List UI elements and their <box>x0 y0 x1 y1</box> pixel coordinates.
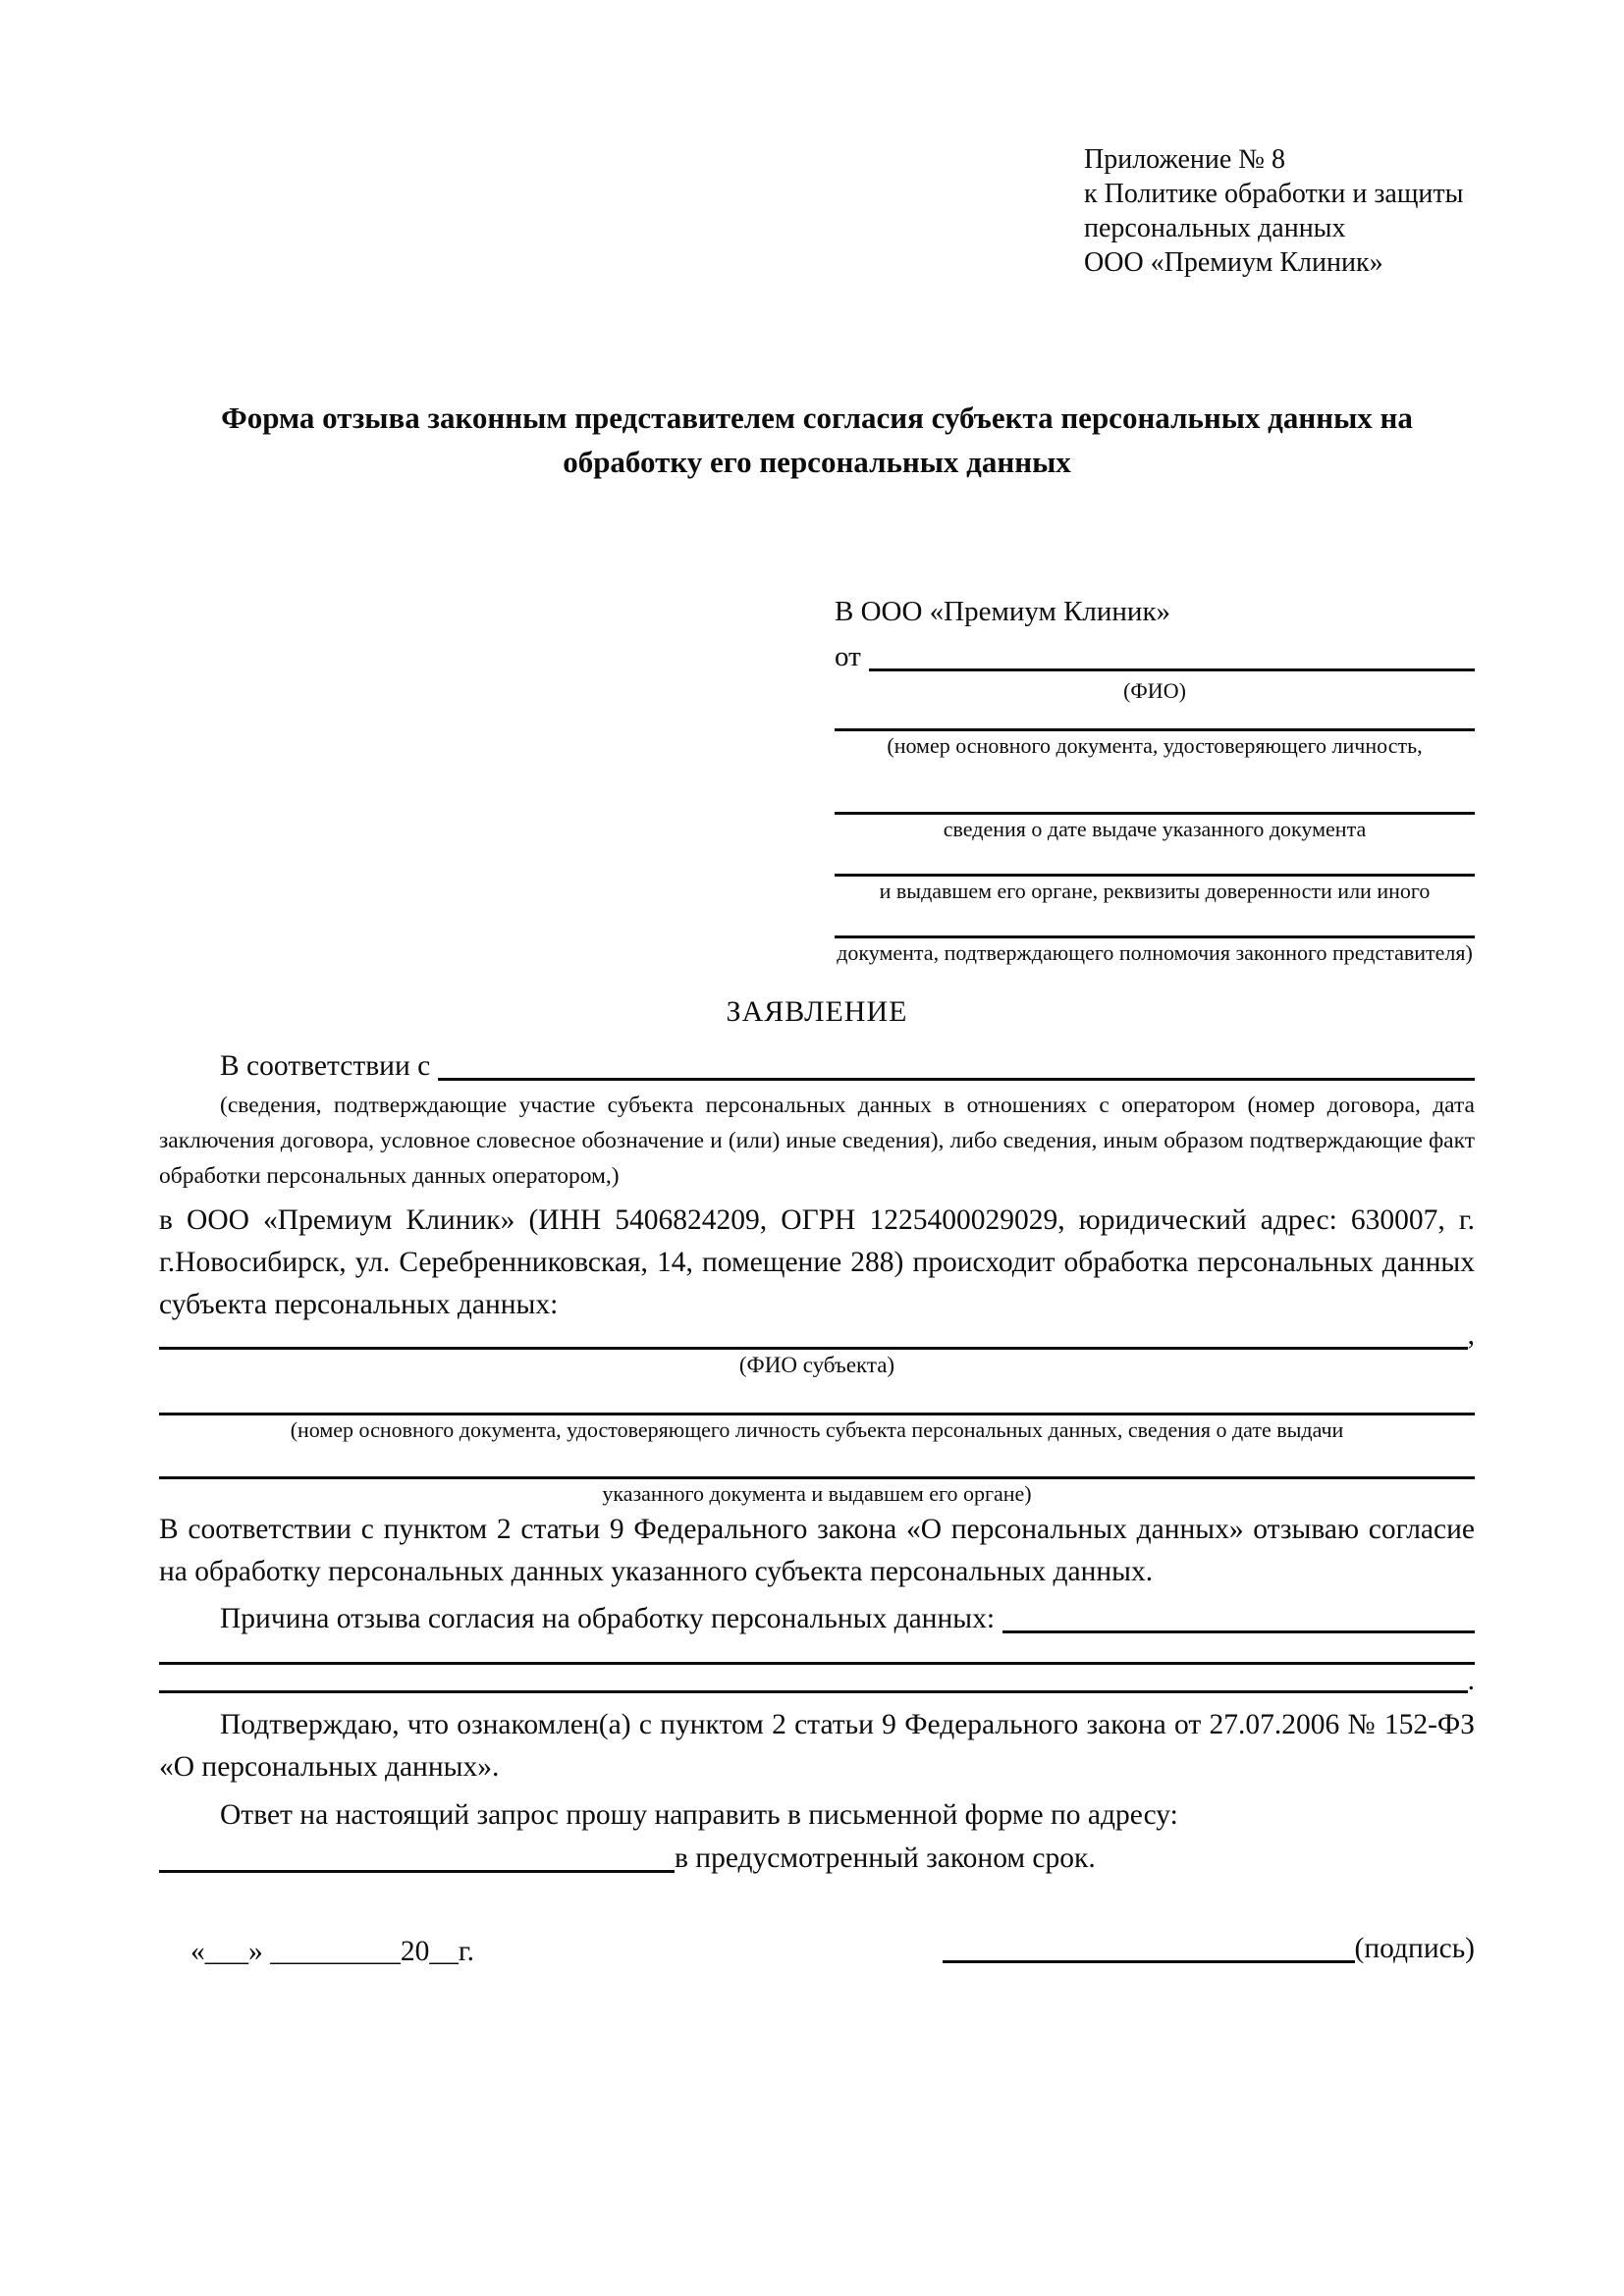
trailing-comma: , <box>1467 1319 1475 1351</box>
trailing-period: . <box>1467 1665 1475 1696</box>
blank-field-signature[interactable] <box>943 1960 1355 1963</box>
caption-document-3: и выдавшем его органе, реквизиты доверенности или иного <box>879 879 1431 903</box>
caption-subject-document-1: (номер основного документа, удостоверяющего личность субъекта персональных данных, сведения о дате выдачи <box>290 1417 1344 1442</box>
footer-row <box>159 1929 1475 1968</box>
footnote-text: (сведения, подтверждающие участие субъекта персональных данных в отношениях с оператором (номер договора, дата заключения договора, условное словесное обозначение и (или) иные сведения), либо сведения, иным образом подтверждающие факт обработки персональных данных оператором,) <box>159 1093 1475 1189</box>
addressee-organization: В ООО «Премиум Клиник» <box>835 596 1171 627</box>
reply-label: Ответ на настоящий запрос прошу направить в письменной форме по адресу: <box>220 1799 1178 1831</box>
accordance-label: В соответствии с <box>220 1050 431 1082</box>
appendix-note-line: Приложение № 8 <box>1084 144 1285 175</box>
statement-heading: ЗАЯВЛЕНИЕ <box>726 995 908 1028</box>
caption-document-4: документа, подтверждающего полномочия законного представителя) <box>837 940 1473 965</box>
caption-subject-document-2: указанного документа и выдавшем его органе) <box>602 1481 1032 1506</box>
blank-field-reason-line-3[interactable] <box>159 1665 1468 1693</box>
appendix-note <box>1084 142 1475 280</box>
blank-field-reason-line-2[interactable] <box>159 1638 1475 1665</box>
blank-field-subject-document-authority[interactable] <box>159 1445 1475 1479</box>
caption-document-2: сведения о дате выдаче указанного документа <box>943 817 1367 841</box>
from-field-row <box>835 633 1475 676</box>
blank-field-representative-fio[interactable] <box>869 633 1475 671</box>
blank-field-reason[interactable] <box>1002 1595 1475 1633</box>
caption-document-1: (номер основного документа, удостоверяющего личность, <box>887 733 1423 758</box>
signature-group <box>943 1929 1475 1968</box>
caption-fio: (ФИО) <box>1123 678 1186 703</box>
reason-row <box>159 1595 1475 1638</box>
accordance-row <box>159 1042 1475 1086</box>
blank-field-representative-document[interactable] <box>835 706 1475 731</box>
date-field[interactable]: «___» _________20__г. <box>190 1936 475 1967</box>
confirm-paragraph: Подтверждаю, что ознакомлен(а) с пунктом 2 статьи 9 Федерального закона от 27.07.2006 № 152-ФЗ «О персональных данных». <box>159 1709 1475 1783</box>
blank-field-authority-document[interactable] <box>835 906 1475 938</box>
document-title: Форма отзыва законным представителем согласия субъекта персональных данных на обработку его персональных данных <box>221 400 1413 479</box>
withdraw-paragraph: В соответствии с пунктом 2 статьи 9 Федерального закона «О персональных данных» отзываю согласие на обработку персональных данных указанного субъекта персональных данных. <box>159 1514 1475 1587</box>
blank-field-issue-date[interactable] <box>835 761 1475 815</box>
from-label: от <box>835 641 861 672</box>
reply-address-row <box>159 1837 1475 1878</box>
appendix-note-line: ООО «Премиум Клиник» <box>1084 247 1383 278</box>
operator-paragraph: в ООО «Премиум Клиник» (ИНН 5406824209, ОГРН 1225400029029, юридический адрес: 630007, г. г.Новосибирск, ул. Серебренниковская, 14, помещение 288) происходит обработка персональных данных субъекта персональных данных: <box>159 1204 1475 1320</box>
addressee-block <box>835 590 1475 968</box>
blank-field-accordance-basis[interactable] <box>438 1042 1475 1081</box>
reply-suffix: в предусмотренный законом срок. <box>675 1842 1096 1874</box>
caption-subject-fio: (ФИО субъекта) <box>738 1353 895 1377</box>
blank-field-subject-fio[interactable] <box>159 1326 1468 1350</box>
blank-field-issuing-authority[interactable] <box>835 844 1475 877</box>
appendix-note-line: персональных данных <box>1084 213 1346 243</box>
blank-field-reply-address[interactable] <box>159 1870 675 1873</box>
signature-caption: (подпись) <box>1354 1933 1475 1964</box>
reason-row-3 <box>159 1665 1475 1698</box>
blank-field-subject-document[interactable] <box>159 1381 1475 1415</box>
appendix-note-line: к Политике обработки и защиты <box>1084 179 1464 209</box>
reason-label: Причина отзыва согласия на обработку персональных данных: <box>220 1603 996 1634</box>
subject-fio-row <box>159 1319 1475 1351</box>
